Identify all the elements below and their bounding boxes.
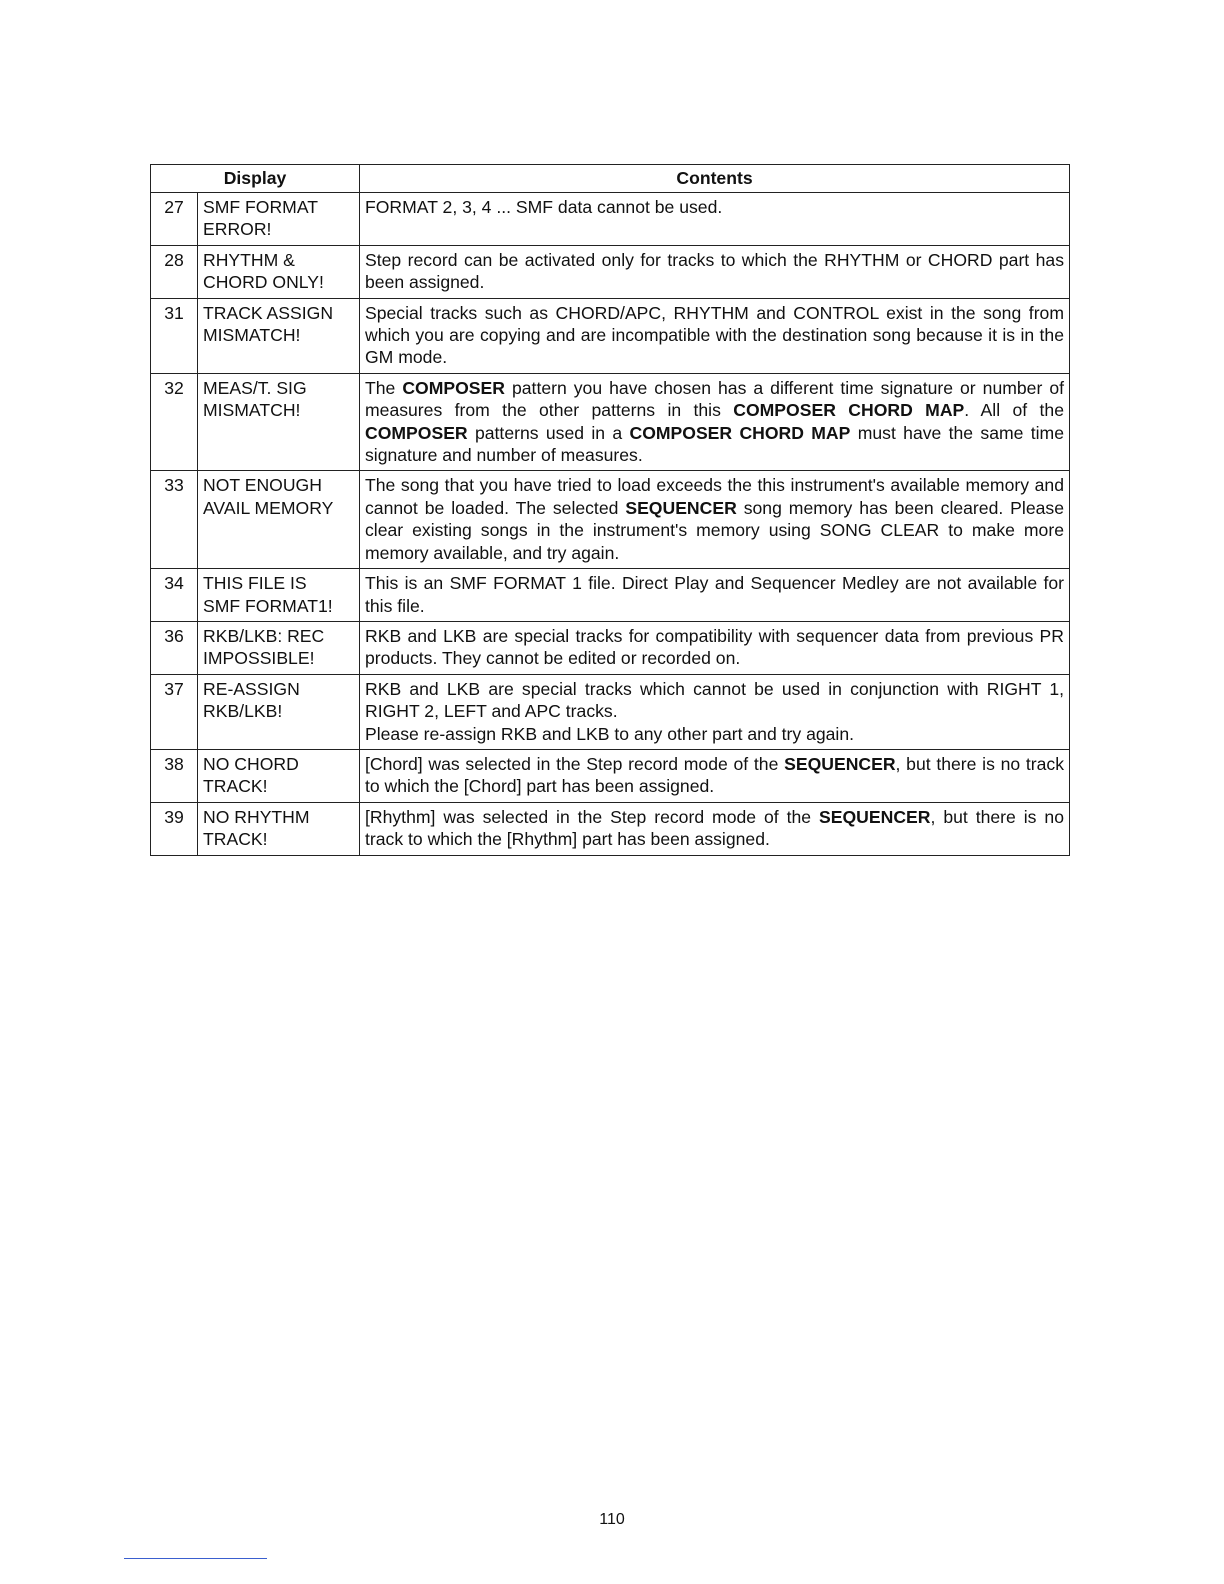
contents-text: The song that you have tried to load exceeds the this instrument's available memory and cannot be loaded. The selected xyxy=(365,475,1064,518)
contents-emphasis: COMPOSER xyxy=(402,377,505,398)
message-number: 39 xyxy=(151,802,198,855)
contents-text: The xyxy=(365,377,403,398)
contents-text: , but there is no track to which the [Rhythm] part has been assigned. xyxy=(365,806,1064,850)
display-message-line: TRACK! xyxy=(203,776,268,797)
contents-text: , but there is no track to which the [Chord] part has been assigned. xyxy=(365,753,1065,797)
contents-text: Special tracks such as CHORD/APC, RHYTHM and CONTROL exist in the song from which you are copying and are incompatible with the destination song because it is in the GM mode. xyxy=(365,302,1064,368)
table-row xyxy=(151,245,1070,298)
contents-text: . All of the xyxy=(964,400,1064,421)
contents-emphasis: COMPOSER CHORD MAP xyxy=(629,422,851,443)
display-message-line: AVAIL MEMORY xyxy=(203,497,334,518)
display-message xyxy=(198,245,360,298)
contents-text: Step record can be activated only for tracks to which the RHYTHM or CHORD part has been assigned. xyxy=(365,249,1064,293)
footer-rule xyxy=(124,1558,267,1559)
display-message xyxy=(198,802,360,855)
message-number: 34 xyxy=(151,569,198,622)
message-contents xyxy=(360,245,1070,298)
message-contents xyxy=(360,471,1070,569)
display-message-line: MISMATCH! xyxy=(203,325,301,346)
display-message-line: RKB/LKB! xyxy=(203,701,283,722)
display-message-line: SMF FORMAT1! xyxy=(203,595,333,616)
display-message-line: RHYTHM & xyxy=(203,249,295,270)
message-number: 36 xyxy=(151,621,198,674)
display-message-line: TRACK ASSIGN xyxy=(203,302,334,323)
display-message-line: TRACK! xyxy=(203,829,268,850)
table-header-row xyxy=(151,165,1070,193)
error-message-table xyxy=(150,164,1070,856)
contents-text: pattern you have chosen has a different time signature or number of measures from the other patterns in this xyxy=(365,377,1064,421)
message-number: 37 xyxy=(151,674,198,749)
table-row xyxy=(151,674,1070,749)
message-number: 33 xyxy=(151,471,198,569)
display-message-line: NO CHORD xyxy=(203,753,299,774)
contents-text: Please re-assign RKB and LKB to any other part and try again. xyxy=(365,723,854,744)
table-row xyxy=(151,569,1070,622)
contents-text: RKB and LKB are special tracks for compatibility with sequencer data from previous PR products. They cannot be edited or recorded on. xyxy=(365,625,1064,669)
display-message-line: NO RHYTHM xyxy=(203,806,310,827)
contents-emphasis: SEQUENCER xyxy=(819,806,931,827)
table-row xyxy=(151,373,1070,471)
display-message-line: NOT ENOUGH xyxy=(203,475,322,496)
message-number: 28 xyxy=(151,245,198,298)
message-contents xyxy=(360,802,1070,855)
message-number: 38 xyxy=(151,749,198,802)
contents-emphasis: SEQUENCER xyxy=(625,497,737,518)
contents-text: FORMAT 2, 3, 4 ... SMF data cannot be used. xyxy=(365,197,723,217)
contents-text: This is an SMF FORMAT 1 file. Direct Play and Sequencer Medley are not available for this file. xyxy=(365,573,1064,616)
table-row xyxy=(151,193,1070,246)
display-message-line: SMF FORMAT xyxy=(203,197,318,217)
contents-text: patterns used in a xyxy=(467,422,630,443)
display-message xyxy=(198,471,360,569)
message-number: 32 xyxy=(151,373,198,471)
contents-text: must have the same time signature and number of measures. xyxy=(365,422,1064,466)
display-message xyxy=(198,569,360,622)
table-row xyxy=(151,802,1070,855)
message-contents xyxy=(360,298,1070,373)
contents-text: [Rhythm] was selected in the Step record mode of the xyxy=(365,806,820,827)
message-contents xyxy=(360,749,1070,802)
contents-emphasis: SEQUENCER xyxy=(784,753,896,774)
display-message-line: RE-ASSIGN xyxy=(203,678,300,699)
message-number: 31 xyxy=(151,298,198,373)
display-message-line: ERROR! xyxy=(203,219,272,240)
page-number: 110 xyxy=(599,1511,625,1528)
display-message xyxy=(198,621,360,674)
contents-text: RKB and LKB are special tracks which cannot be used in conjunction with RIGHT 1, RIGHT 2, LEFT and APC tracks. xyxy=(365,678,1064,722)
display-message xyxy=(198,298,360,373)
table-row xyxy=(151,749,1070,802)
table-body xyxy=(151,193,1070,856)
table-row xyxy=(151,471,1070,569)
message-contents xyxy=(360,373,1070,471)
message-contents xyxy=(360,569,1070,622)
display-message xyxy=(198,193,360,246)
message-contents xyxy=(360,621,1070,674)
message-number: 27 xyxy=(151,193,198,246)
display-message-line: IMPOSSIBLE! xyxy=(203,648,315,669)
contents-column-header: Contents xyxy=(360,165,1070,193)
contents-text: [Chord] was selected in the Step record mode of the xyxy=(365,753,785,774)
display-message-line: MEAS/T. SIG xyxy=(203,377,307,398)
table-row xyxy=(151,621,1070,674)
table-row xyxy=(151,298,1070,373)
display-message xyxy=(198,674,360,749)
display-message-line: THIS FILE IS xyxy=(203,573,307,594)
display-column-header: Display xyxy=(151,165,360,193)
display-message xyxy=(198,373,360,471)
contents-emphasis: COMPOSER CHORD MAP xyxy=(733,400,965,421)
display-message xyxy=(198,749,360,802)
message-contents xyxy=(360,674,1070,749)
display-message-line: MISMATCH! xyxy=(203,400,301,421)
contents-text: song memory has been cleared. Please clear existing songs in the instrument's memory using SONG CLEAR to make more memory available, and try again. xyxy=(365,497,1064,563)
display-message-line: RKB/LKB: REC xyxy=(203,625,325,646)
display-message-line: CHORD ONLY! xyxy=(203,272,324,293)
message-contents xyxy=(360,193,1070,246)
contents-emphasis: COMPOSER xyxy=(365,422,468,443)
